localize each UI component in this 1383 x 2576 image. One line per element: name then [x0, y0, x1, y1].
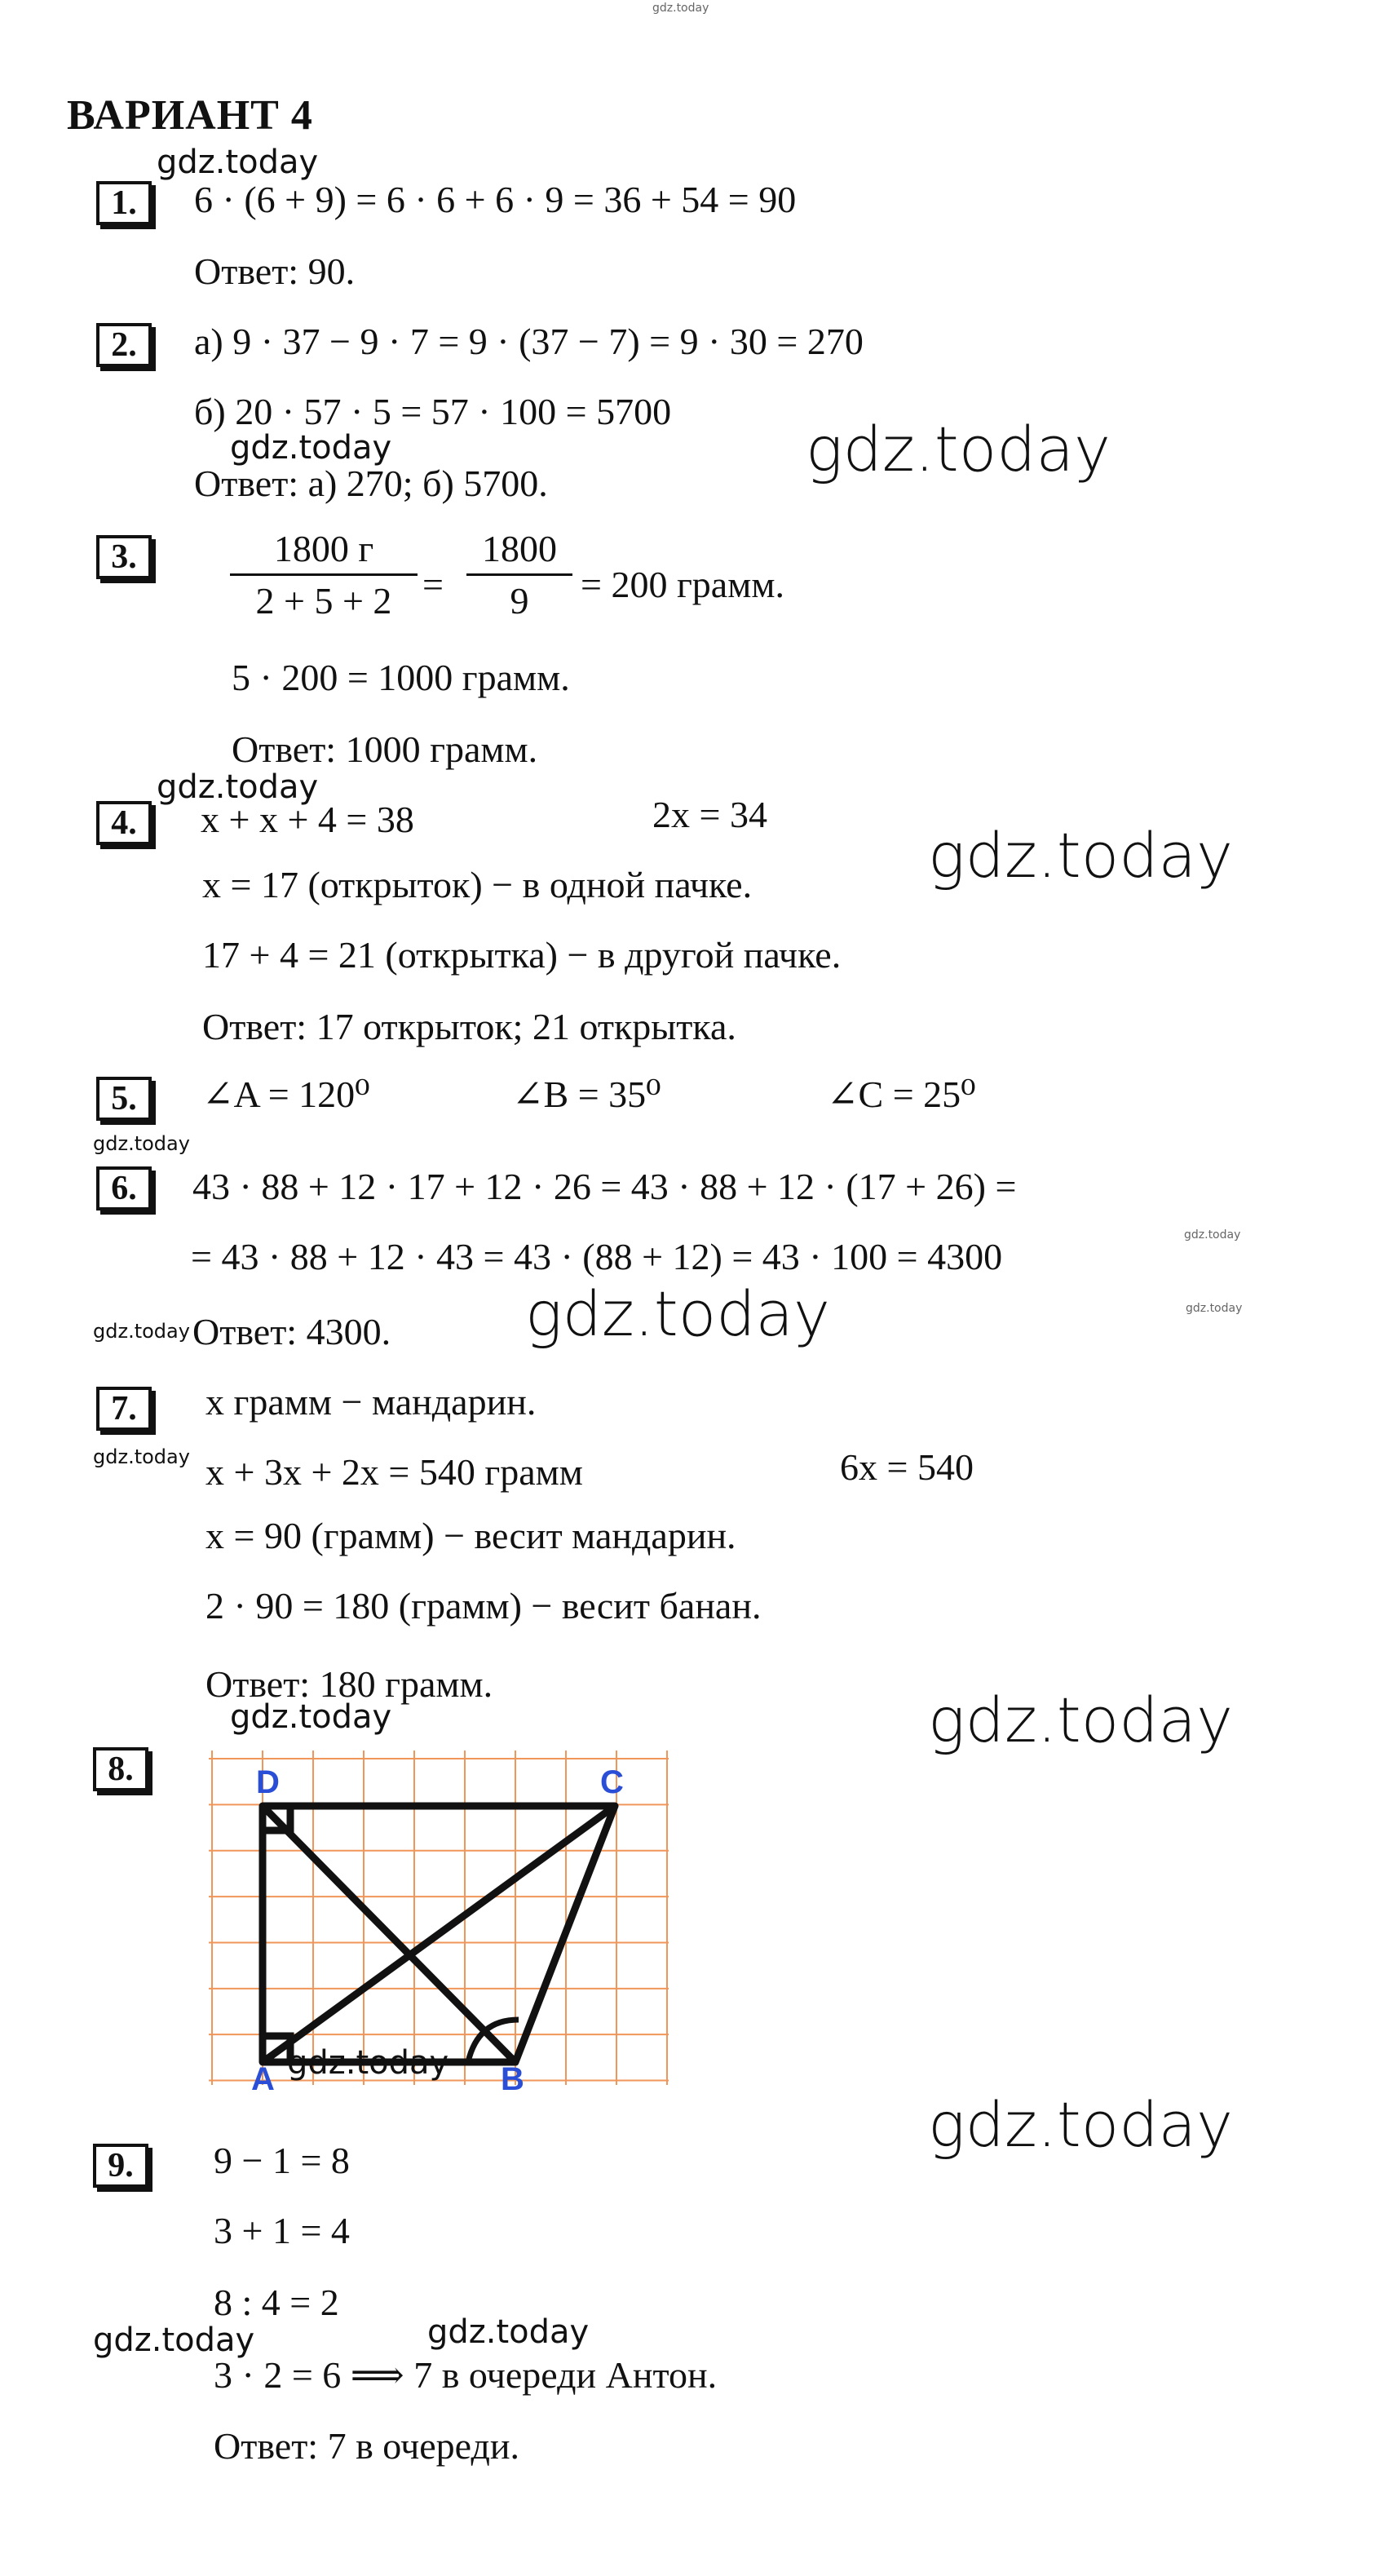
task4-answer: Ответ: 17 открыток; 21 открытка.	[202, 1006, 736, 1047]
task3-fraction-2	[466, 527, 572, 622]
task9-answer: Ответ: 7 в очереди.	[214, 2425, 519, 2467]
watermark: gdz.today	[93, 1320, 190, 1343]
task3-equals: =	[422, 564, 444, 605]
diagonal-db	[263, 1806, 515, 2062]
task9-line-1: 9 − 1 = 8	[214, 2140, 350, 2181]
task3-fraction-1	[230, 527, 418, 622]
watermark: gdz.today	[93, 2321, 255, 2359]
header-watermark: gdz.today	[652, 2, 709, 15]
task1-answer: Ответ: 90.	[194, 250, 356, 292]
watermark: gdz.today	[928, 2088, 1233, 2161]
fraction-numerator: 1800	[482, 528, 557, 569]
task9-line-4: 3 · 2 = 6 ⟹ 7 в очереди Антон.	[214, 2354, 718, 2396]
watermark: gdz.today	[230, 1698, 392, 1736]
task-number-2: 2.	[96, 323, 152, 367]
vertex-label-a: A	[251, 2061, 275, 2093]
task9-line-3: 8 : 4 = 2	[214, 2282, 339, 2323]
watermark: gdz.today	[230, 429, 392, 467]
vertex-label-d: D	[256, 1764, 280, 1800]
task2-line-a: а) 9 · 37 − 9 · 7 = 9 · (37 − 7) = 9 · 30 = 270	[194, 321, 864, 362]
task2-line-b: б) 20 · 57 · 5 = 57 · 100 = 5700	[194, 391, 672, 432]
fraction-bar	[230, 573, 418, 576]
task2-answer: Ответ: а) 270; б) 5700.	[194, 463, 548, 504]
task3-result: = 200 грамм.	[581, 564, 784, 605]
task7-line-1: x грамм − мандарин.	[205, 1381, 537, 1423]
task6-line-1: 43 · 88 + 12 · 17 + 12 · 26 = 43 · 88 + 12 · (17 + 26) =	[192, 1166, 1017, 1207]
fraction-numerator: 1800 г	[273, 528, 374, 569]
task1-line-1: 6 · (6 + 9) = 6 · 6 + 6 · 9 = 36 + 54 = 90	[194, 179, 797, 220]
watermark: gdz.today	[287, 2044, 449, 2082]
task9-line-2: 3 + 1 = 4	[214, 2210, 350, 2251]
vertex-label-b: B	[501, 2061, 524, 2093]
task5-angle-a: ∠A = 120⁰	[202, 1073, 370, 1115]
task-number-5: 5.	[96, 1077, 152, 1121]
watermark: gdz.today	[525, 1277, 830, 1350]
watermark: gdz.today	[157, 144, 319, 181]
task7-line-3: x = 90 (грамм) − весит мандарин.	[205, 1515, 736, 1556]
task-number-7: 7.	[96, 1387, 152, 1431]
task3-answer: Ответ: 1000 грамм.	[232, 728, 538, 770]
task7-answer: Ответ: 180 грамм.	[205, 1663, 493, 1705]
fraction-denominator: 2 + 5 + 2	[255, 580, 392, 622]
task-number-3: 3.	[96, 535, 152, 579]
watermark: gdz.today	[93, 1445, 190, 1468]
page-title: ВАРИАНТ 4	[67, 92, 313, 139]
task4-line-1: x = 17 (открыток) − в одной пачке.	[202, 864, 753, 905]
watermark: gdz.today	[1184, 1228, 1241, 1242]
task-number-1: 1.	[96, 181, 152, 225]
fraction-bar	[466, 573, 572, 576]
task5-angle-c: ∠C = 25⁰	[827, 1073, 976, 1115]
task6-line-2: = 43 · 88 + 12 · 43 = 43 · (88 + 12) = 43 · 100 = 4300	[191, 1236, 1003, 1277]
task7-equation: x + 3x + 2x = 540 грамм	[205, 1451, 583, 1493]
task4-equation: x + x + 4 = 38	[201, 799, 414, 840]
watermark: gdz.today	[157, 768, 319, 806]
task-number-8: 8.	[93, 1747, 148, 1791]
watermark: gdz.today	[928, 819, 1233, 892]
watermark: gdz.today	[806, 413, 1111, 485]
task7-line-4: 2 · 90 = 180 (грамм) − весит банан.	[205, 1585, 762, 1627]
watermark: gdz.today	[928, 1684, 1233, 1756]
watermark: gdz.today	[93, 1132, 190, 1155]
task7-equation-2: 6x = 540	[840, 1446, 974, 1488]
watermark: gdz.today	[427, 2313, 590, 2351]
geometry-drawing	[209, 1751, 669, 2093]
task5-angle-b: ∠B = 35⁰	[512, 1073, 661, 1115]
task3-line-2: 5 · 200 = 1000 грамм.	[232, 657, 570, 698]
fraction-denominator: 9	[510, 580, 529, 622]
watermark: gdz.today	[1186, 1302, 1243, 1315]
task-number-9: 9.	[93, 2144, 148, 2188]
vertex-label-c: C	[600, 1764, 624, 1800]
task6-answer: Ответ: 4300.	[192, 1311, 391, 1352]
task-number-6: 6.	[96, 1166, 152, 1211]
task4-line-2: 17 + 4 = 21 (открытка) − в другой пачке.	[202, 934, 842, 976]
task-number-4: 4.	[96, 801, 152, 845]
task4-equation-2: 2x = 34	[652, 794, 767, 835]
